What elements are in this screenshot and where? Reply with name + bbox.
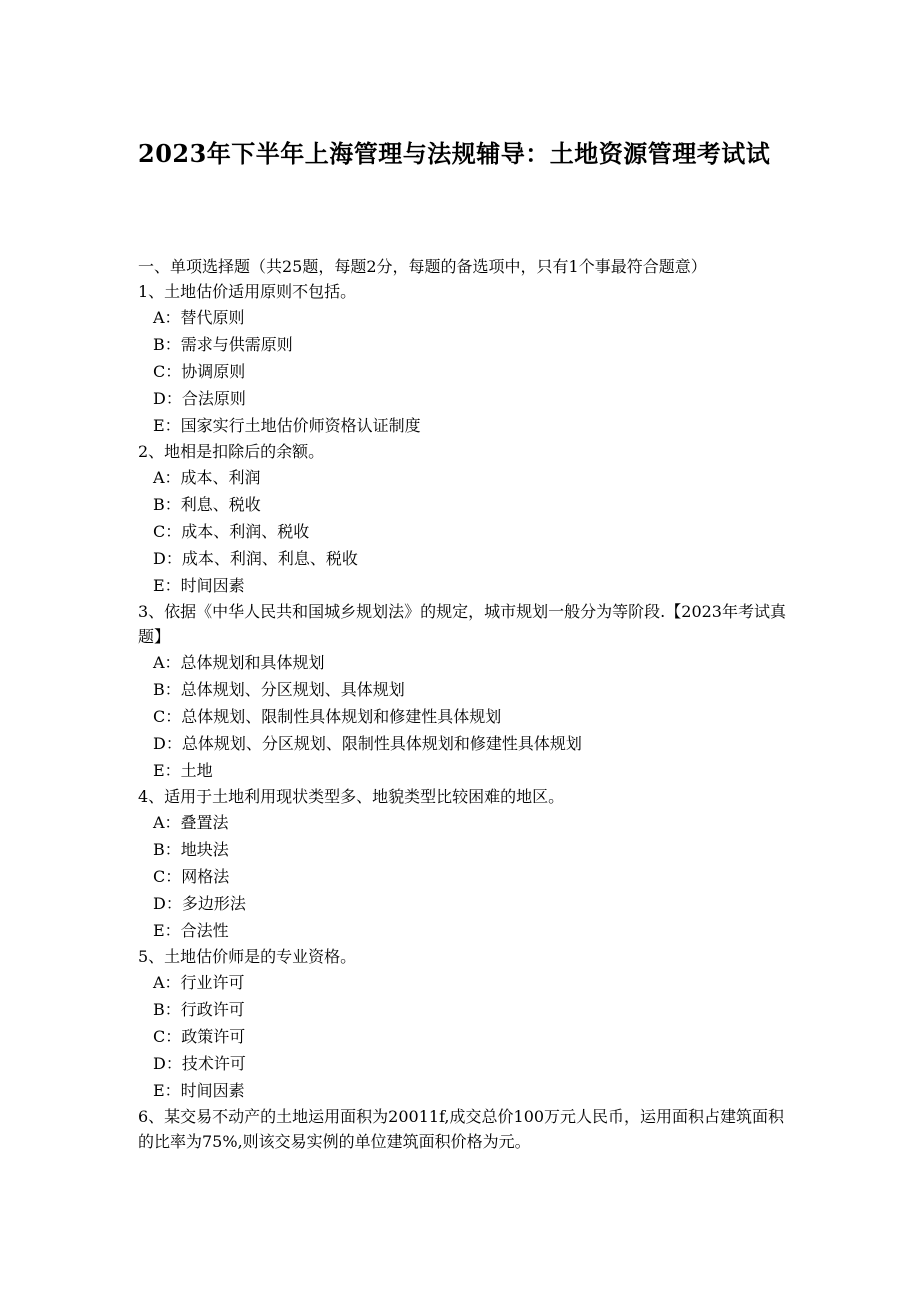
option-b: B：需求与供需原则	[153, 335, 293, 354]
option-e: E：时间因素	[153, 576, 245, 595]
option-c: C：网格法	[153, 867, 230, 886]
option-b: B：地块法	[153, 840, 229, 859]
question-text: 1、土地估价适用原则不包括。	[138, 282, 357, 301]
option-a: A：成本、利润	[153, 468, 261, 487]
option-list	[138, 809, 788, 944]
question-4	[138, 784, 788, 944]
option-c: C：总体规划、限制性具体规划和修建性具体规划	[153, 707, 502, 726]
option-c: C：政策许可	[153, 1027, 246, 1046]
question-text: 5、土地估价师是的专业资格。	[138, 947, 357, 966]
question-5	[138, 944, 788, 1104]
question-6	[138, 1104, 788, 1154]
question-text: 6、某交易不动产的土地运用面积为20011f,成交总价100万元人民币，运用面积占建筑面积的比率为75%,则该交易实例的单位建筑面积价格为元。	[138, 1107, 785, 1151]
question-text: 3、依据《中华人民共和国城乡规划法》的规定，城市规划一般分为等阶段.【2023年考试真题】	[138, 602, 786, 646]
question-3	[138, 599, 788, 784]
section-heading: 一、单项选择题（共25题，每题2分，每题的备选项中，只有1个事最符合题意）	[138, 257, 707, 276]
option-a: A：替代原则	[153, 308, 245, 327]
option-e: E：土地	[153, 761, 213, 780]
question-2	[138, 439, 788, 599]
document-body	[138, 254, 788, 1154]
option-e: E：合法性	[153, 921, 229, 940]
option-d: D：总体规划、分区规划、限制性具体规划和修建性具体规划	[153, 734, 582, 753]
option-c: C：成本、利润、税收	[153, 522, 310, 541]
option-b: B：总体规划、分区规划、具体规划	[153, 680, 405, 699]
option-list	[138, 464, 788, 599]
option-d: D：多边形法	[153, 894, 246, 913]
option-list	[138, 304, 788, 439]
option-c: C：协调原则	[153, 362, 246, 381]
option-d: D：合法原则	[153, 389, 246, 408]
question-text: 4、适用于土地利用现状类型多、地貌类型比较困难的地区。	[138, 787, 565, 806]
option-b: B：行政许可	[153, 1000, 245, 1019]
option-list	[138, 969, 788, 1104]
option-d: D：技术许可	[153, 1054, 246, 1073]
document-title: 2023年下半年上海管理与法规辅导：土地资源管理考试试	[138, 139, 771, 168]
option-d: D：成本、利润、利息、税收	[153, 549, 358, 568]
option-e: E：时间因素	[153, 1081, 245, 1100]
option-a: A：总体规划和具体规划	[153, 653, 325, 672]
option-e: E：国家实行土地估价师资格认证制度	[153, 416, 421, 435]
question-text: 2、地相是扣除后的余额。	[138, 442, 325, 461]
option-a: A：叠置法	[153, 813, 229, 832]
option-a: A：行业许可	[153, 973, 245, 992]
question-1	[138, 279, 788, 439]
option-b: B：利息、税收	[153, 495, 261, 514]
option-list	[138, 649, 788, 784]
